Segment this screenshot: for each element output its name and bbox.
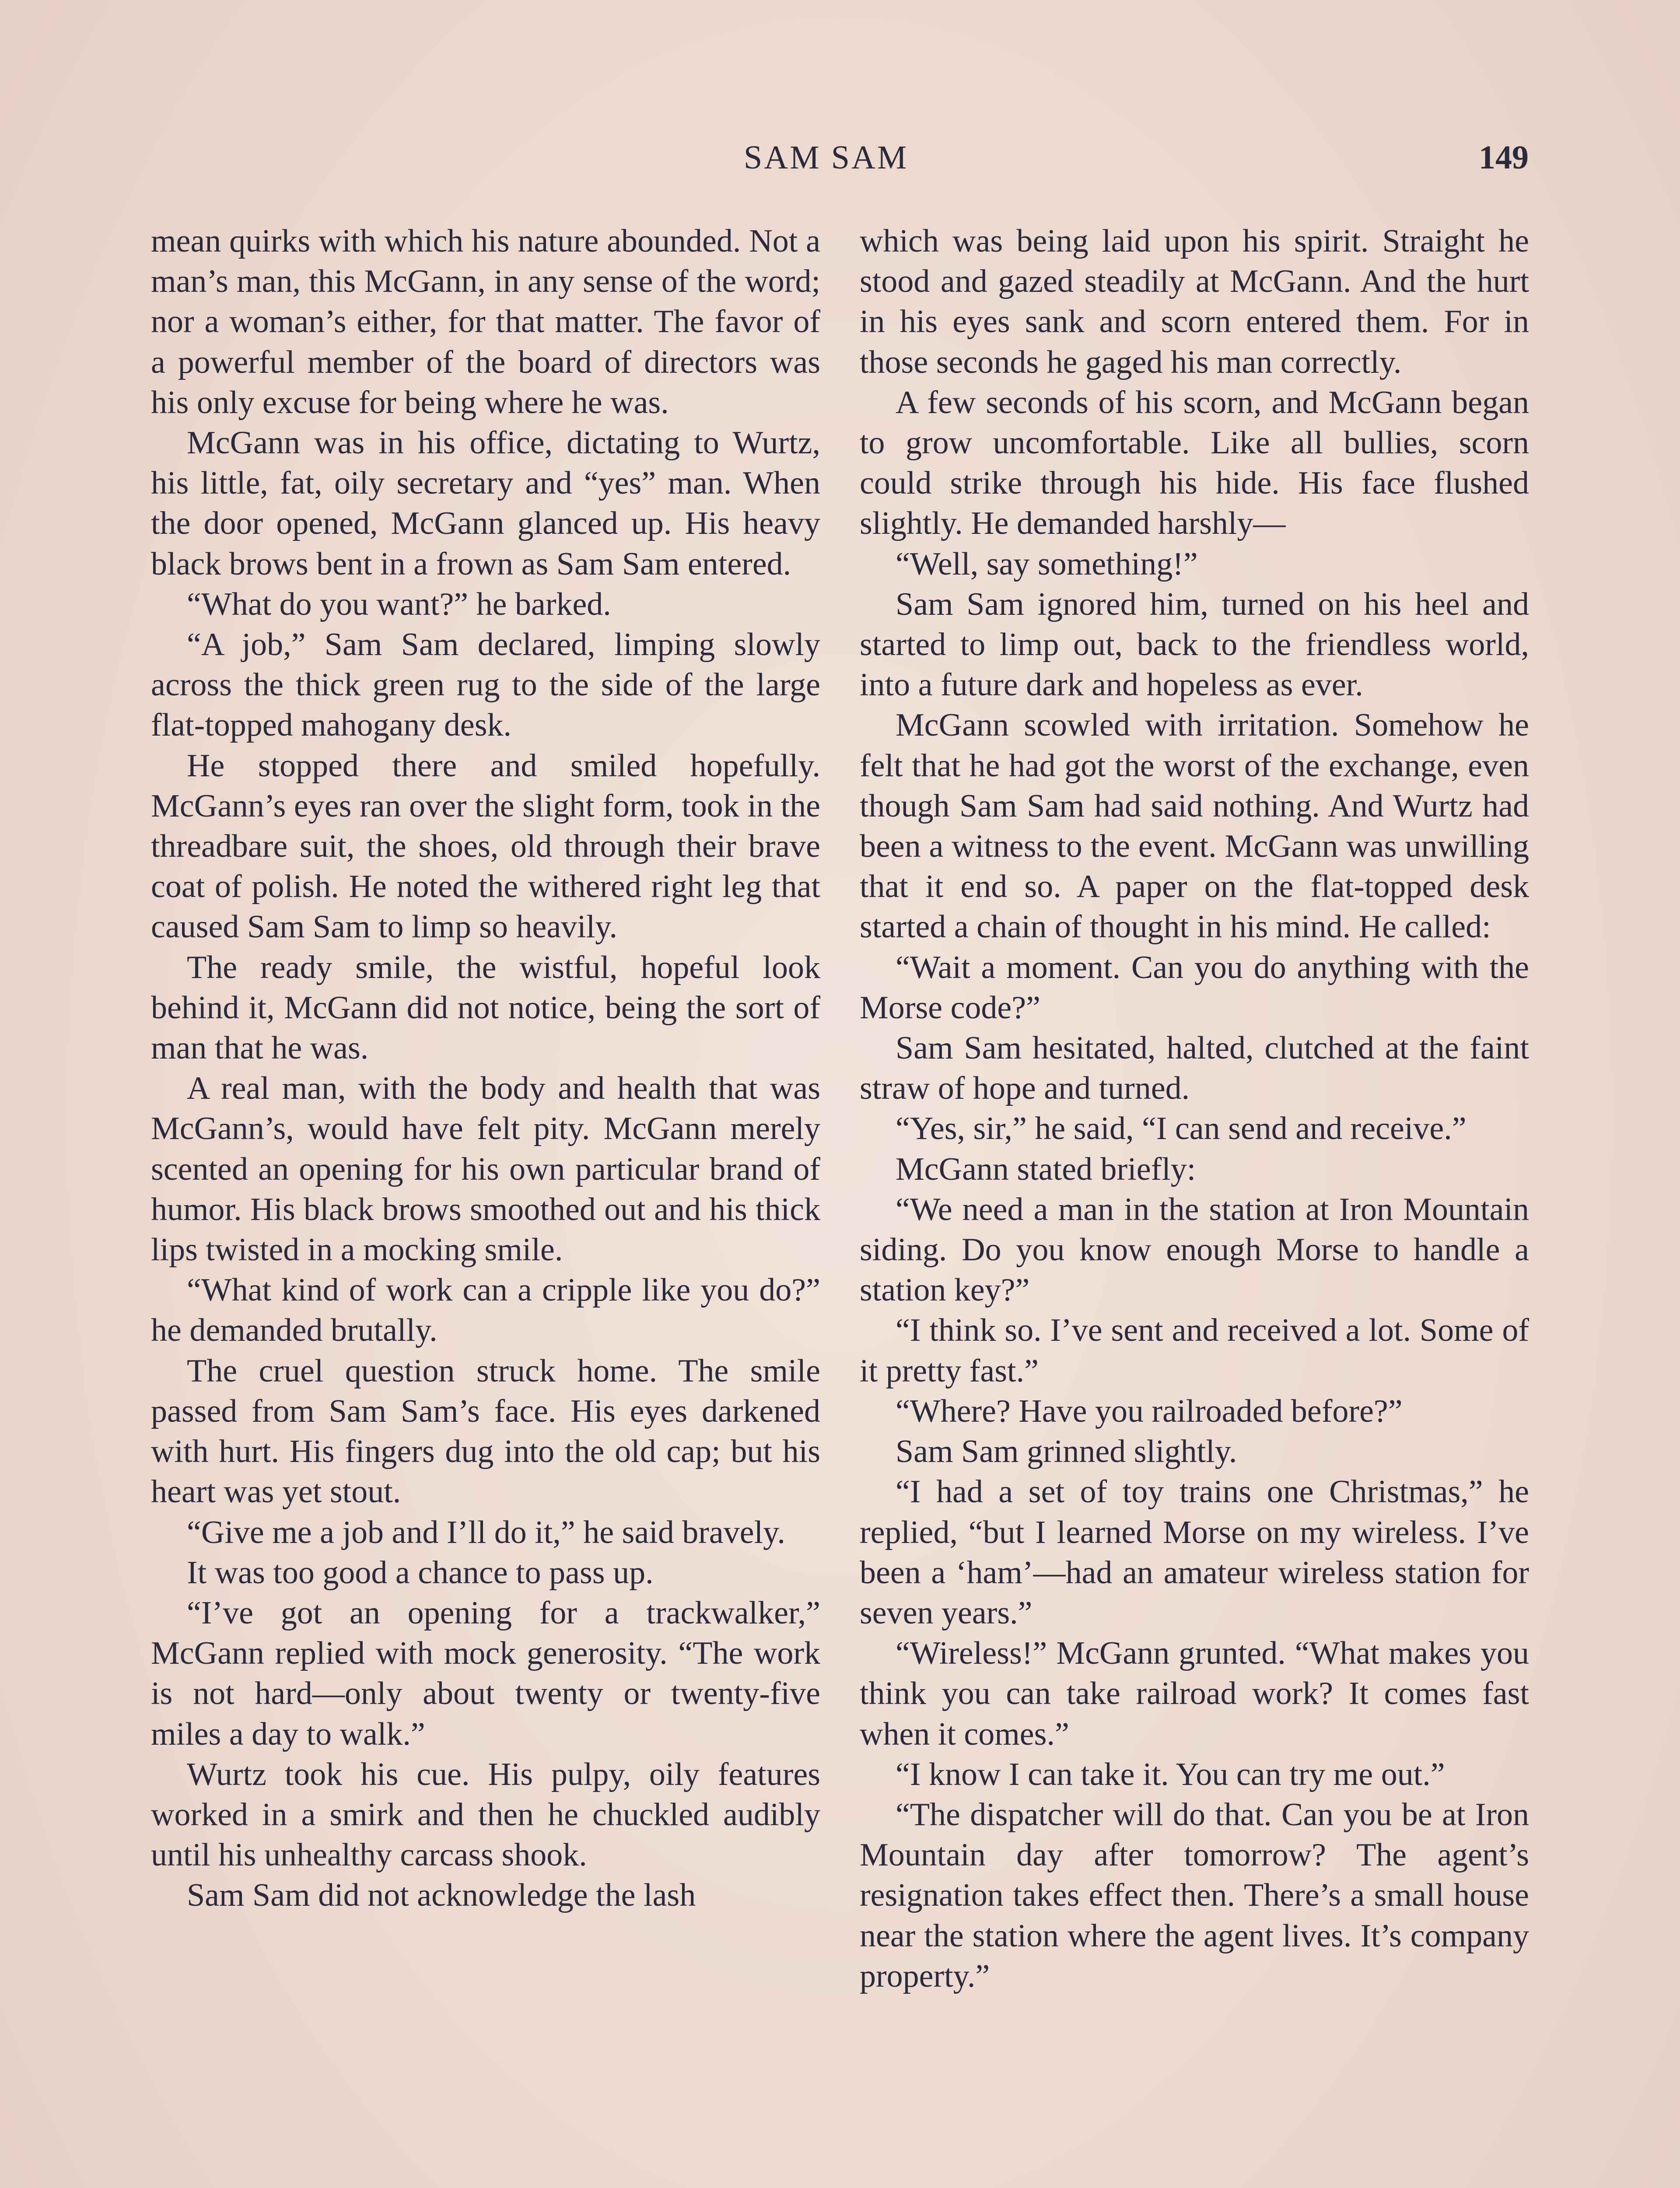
paragraph: “What kind of work can a cripple like you do?” he demanded brutally. <box>151 1272 820 1349</box>
paragraph: McGann stated briefly: <box>896 1151 1196 1187</box>
paragraph: which was being laid upon his spirit. Straight he stood and gazed steadily at McGann. And the hurt in his eyes sank and scorn entered them. For in those seconds he gaged his man correctly. <box>860 223 1529 380</box>
paragraph: “Give me a job and I’ll do it,” he said bravely. <box>187 1514 785 1550</box>
paragraph: “We need a man in the station at Iron Mountain siding. Do you know enough Morse to handle a station key?” <box>860 1191 1529 1308</box>
paragraph: “Wait a moment. Can you do anything with the Morse code?” <box>860 949 1529 1026</box>
paragraph: “I think so. I’ve sent and received a lot. Some of it pretty fast.” <box>860 1312 1529 1389</box>
paragraph: McGann was in his office, dictating to Wurtz, his little, fat, oily secretary and “yes” man. When the door opened, McGann glanced up. His heavy black brows bent in a frown as Sam Sam entered. <box>151 425 820 582</box>
paragraph: Sam Sam hesitated, halted, clutched at the faint straw of hope and turned. <box>860 1030 1529 1107</box>
paragraph: “I had a set of toy trains one Christmas,” he replied, “but I learned Morse on my wireless. I’ve been a ‘ham’—had an amateur wireless station for seven years.” <box>860 1474 1529 1631</box>
paragraph: Sam Sam grinned slightly. <box>896 1434 1237 1470</box>
paragraph: “Yes, sir,” he said, “I can send and receive.” <box>896 1111 1466 1147</box>
paragraph: “What do you want?” he barked. <box>187 586 611 622</box>
paragraph: “The dispatcher will do that. Can you be at Iron Mountain day after tomorrow? The agent’s resignation takes effect then. There’s a small house near the station where the agent lives. It’s company property.” <box>860 1796 1529 1994</box>
paragraph: The cruel question struck home. The smile passed from Sam Sam’s face. His eyes darkened with hurt. His fingers dug into the old cap; but his heart was yet stout. <box>151 1353 820 1510</box>
right-column <box>860 221 1529 2188</box>
paragraph: Wurtz took his cue. His pulpy, oily features worked in a smirk and then he chuckled audibly until his unhealthy carcass shook. <box>151 1756 820 1873</box>
paragraph: A real man, with the body and health that was McGann’s, would have felt pity. McGann merely scented an opening for his own particular brand of humor. His black brows smoothed out and his thick lips twisted in a mocking smile. <box>151 1070 820 1268</box>
left-column <box>151 221 820 2188</box>
paragraph: Sam Sam ignored him, turned on his heel and started to limp out, back to the friendless world, into a future dark and hopeless as ever. <box>860 586 1529 703</box>
paragraph: It was too good a chance to pass up. <box>187 1554 654 1591</box>
paragraph: “Well, say something!” <box>896 546 1198 582</box>
running-head <box>0 131 1680 184</box>
paragraph: He stopped there and smiled hopefully. McGann’s eyes ran over the slight form, took in the threadbare suit, the shoes, old through their brave coat of polish. He noted the withered right leg that caused Sam Sam to limp so heavily. <box>151 747 820 945</box>
paragraph: “Where? Have you railroaded before?” <box>896 1393 1403 1429</box>
paragraph: “Wireless!” McGann grunted. “What makes you think you can take railroad work? It comes fast when it comes.” <box>860 1635 1529 1752</box>
paragraph: “A job,” Sam Sam declared, limping slowly across the thick green rug to the side of the large flat-topped mahogany desk. <box>151 627 820 743</box>
paragraph: “I’ve got an opening for a trackwalker,” McGann replied with mock generosity. “The work is not hard—only about twenty or twenty-five miles a day to walk.” <box>151 1595 820 1752</box>
paragraph: The ready smile, the wistful, hopeful look behind it, McGann did not notice, being the sort of man that he was. <box>151 949 820 1066</box>
paragraph: “I know I can take it. You can try me out.” <box>896 1756 1445 1792</box>
page-number: 149 <box>1479 139 1529 176</box>
paragraph: McGann scowled with irritation. Somehow he felt that he had got the worst of the exchange, even though Sam Sam had said nothing. And Wurtz had been a witness to the event. McGann was unwilling that it end so. A paper on the flat-topped desk started a chain of thought in his mind. He called: <box>860 707 1529 945</box>
running-head-title: SAM SAM <box>744 139 909 176</box>
paragraph: A few seconds of his scorn, and McGann began to grow uncomfortable. Like all bullies, scorn could strike through his hide. His face flushed slightly. He demanded harshly— <box>860 384 1529 542</box>
paragraph: mean quirks with which his nature abounded. Not a man’s man, this McGann, in any sense of the word; nor a woman’s either, for that matter. The favor of a powerful member of the board of directors was his only excuse for being where he was. <box>151 223 820 421</box>
paragraph: Sam Sam did not acknowledge the lash <box>187 1877 696 1914</box>
